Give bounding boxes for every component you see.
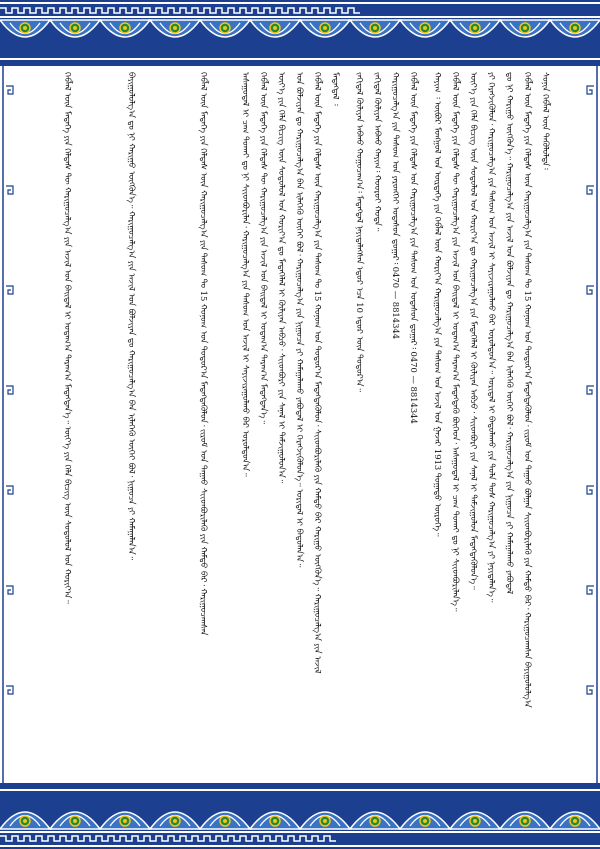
column-text: ᠠᠰᠠᠭᠤᠳᠠᠯ ᠢ ᠴᠠᠭ ᠲᠤᠬᠠᠢ ᠳᠤ ᠨᠢ ᠰᠢᠢᠳᠪᠦᠷᠢᠯᠡᠨ᠂ ᠬᠠᠷᠢᠭᠤᠴᠠᠯᠭ᠎ᠠ ᠶᠢᠨ ᠲᠠᠰᠤᠭ ᠤᠨ ᠠᠵᠢᠯ ᠢ ᠰᠠᠶᠢᠵᠢᠷᠠᠭᠤᠯᠬᠤ ᠪᠠᠷ ᠣᠷᠣᠯᠳᠤᠨ᠎ᠠ᠃ <box>241 72 251 477</box>
column-text: ᠮᠡᠳᠡᠭᠳᠡᠯ ᠄ <box>331 72 341 106</box>
right-border <box>584 66 600 783</box>
text-column <box>62 72 74 776</box>
text-column <box>390 72 402 776</box>
fret-key-pattern-icon <box>584 66 600 783</box>
column-text: ᠦᠶ᠎ᠡ ᠶᠢᠨ ᠬᠡᠯᠡ ᠪᠢᠴᠢᠭ ᠦᠨ ᠰᠤᠳᠤᠯᠤᠯ ᠤᠨ ᠬᠣᠷᠢᠶ᠎ᠠ ᠳᠤ ᠮᠡᠳᠡᠭᠡᠯᠡᠯ ᠢ ᠬᠦᠯᠢᠶᠡᠨ ᠠᠪᠴᠤ᠂ ᠰᠢᠢᠳᠪᠦᠷᠢ ᠶᠢᠨ ᠰᠠᠨᠠᠯ ᠢ ᠳᠠᠮᠵᠢᠭᠤᠯᠤᠨ᠎ᠠ᠃ <box>277 72 287 484</box>
column-text: ᠵᠠᠬᠢᠳᠠᠯ ᠬᠦᠯᠢᠶᠡᠨ ᠠᠪᠬᠤ ᠬᠠᠶᠢᠭ᠄ ᠬᠣᠣᠷᠣᠢ ᠬᠣᠲᠠ᠃ <box>373 72 383 232</box>
column-text: ᠵᠠᠬᠢᠳᠠᠯ ᠬᠦᠯᠢᠶᠡᠨ ᠠᠪᠬᠤ ᠬᠤᠭᠤᠴᠠᠭ᠎ᠠ᠄ ᠮᠡᠳᠡᠭᠳᠡᠯ ᠨᠡᠶᠢᠲᠡᠯᠡᠭᠰᠡᠨ ᠡᠳᠦᠷ ᠡᠴᠡ 10 ᠡᠳᠦᠷ ᠦᠨ ᠳᠣᠲᠣᠷ᠎ᠠ᠃ <box>355 72 365 392</box>
column-text: ᠤᠨ ᠪᠣᠯᠵᠢᠶᠠᠨ ᠳᠤ ᠬᠠᠷᠢᠭᠤᠴᠠᠯᠭ᠎ᠠ ᠪᠠᠨ ᠢᠯᠡᠭᠡᠬᠦ ᠦᠭᠡᠢ ᠪᠣᠯ᠂ ᠬᠠᠷᠢᠭᠤᠴᠠᠯᠭ᠎ᠠ ᠶᠢᠨ ᠨᠢᠭᠤᠴᠠ ᠶᠢ ᠬᠠᠮᠠᠭᠠᠯᠠᠬᠤ ᠶᠠᠪᠤᠳᠠᠯ ᠢ ᠬᠡᠷᠡᠭᠵᠢᠭᠦᠯᠦᠨ᠎ᠡ᠃ ᠤᠷᠢᠳᠠᠯ ᠢ ᠪᠠᠲᠤᠯᠠᠨ᠎ᠠ᠃ <box>295 72 305 568</box>
column-text: ᠬᠡᠪᠯᠡᠯ ᠦᠨ ᠮᠡᠳᠡᠭᠡ ᠶᠢᠨ ᠬᠡᠯᠲᠡᠰ ᠲᠦ ᠬᠠᠷᠢᠭᠤᠴᠠᠯᠭ᠎ᠠ ᠶᠢᠨ ᠠᠵᠢᠯ ᠤᠨ ᠪᠠᠢᠳᠠᠯ ᠢ ᠤᠳᠠᠭ᠎ᠠ ᠳᠠᠷᠠᠭ᠎ᠠ ᠮᠡᠳᠡᠭᠳᠡᠬᠦ ᠪᠥᠭᠡᠳ᠂ ᠠᠰᠠᠭᠤᠳᠠᠯ ᠢ ᠴᠠᠭ ᠲᠤᠬᠠᠢ ᠳᠤ ᠨᠢ ᠰᠢᠢᠳᠪᠦᠷᠢᠯᠡᠨ᠎ᠡ᠃ <box>451 72 461 612</box>
column-text: ᠬᠡᠪᠯᠡᠯ ᠦᠨ ᠮᠡᠳᠡᠭᠡ ᠶᠢᠨ ᠬᠡᠯᠲᠡᠰ ᠦᠨ ᠬᠠᠷᠢᠭᠤᠴᠠᠯᠭ᠎ᠠ ᠶᠢᠨ ᠲᠠᠰᠤᠭ ᠲᠤ 15 ᠬᠣᠨᠤᠭ ᠤᠨ ᠳᠣᠲᠣᠷ᠎ᠠ ᠮᠡᠳᠡᠭᠳᠡᠭᠦᠯᠦᠨ᠂ ᠵᠢᠷᠤᠮ ᠤᠨ ᠳᠠᠭᠠᠤ ᠰᠢᠢᠳᠪᠦᠷᠢᠯᠡᠬᠦ ᠶᠢᠨ ᠬᠠᠮᠲᠤ ᠪᠠᠷ᠂ ᠬᠠᠷᠢᠭᠤᠴᠠᠭᠰᠠᠨ <box>199 72 209 636</box>
cloud-scroll-ornament-icon <box>0 783 600 849</box>
column-text: ᠦᠶ᠎ᠡ ᠶᠢᠨ ᠬᠡᠯᠡ ᠪᠢᠴᠢᠭ ᠦᠨ ᠰᠤᠳᠤᠯᠤᠯ ᠤᠨ ᠬᠣᠷᠢᠶ᠎ᠠ ᠳᠤ ᠬᠠᠷᠢᠭᠤᠴᠠᠯᠭ᠎ᠠ ᠶᠢᠨ ᠮᠡᠳᠡᠭᠡᠯᠡᠯ ᠢ ᠬᠦᠯᠢᠶᠡᠨ ᠠᠪᠴᠤ᠂ ᠰᠢᠢᠳᠪᠦᠷᠢ ᠶᠢᠨ ᠰᠠᠨᠠᠯ ᠢ ᠳᠠᠮᠵᠢᠭᠤᠯᠤᠨ ᠮᠡᠳᠡᠭᠳᠡᠭᠦᠯᠦᠨ᠎ᠡ᠃ <box>469 72 479 590</box>
column-text: ᠬᠡᠪᠯᠡᠯ ᠦᠨ ᠮᠡᠳᠡᠭᠡ ᠶᠢᠨ ᠬᠡᠯᠲᠡᠰ ᠲᠦ ᠬᠠᠷᠢᠭᠤᠴᠠᠯᠭ᠎ᠠ ᠶᠢᠨ ᠠᠵᠢᠯ ᠤᠨ ᠪᠠᠢᠳᠠᠯ ᠢ ᠤᠳᠠᠭ᠎ᠠ ᠳᠠᠷᠠᠭ᠎ᠠ ᠮᠡᠳᠡᠭᠳᠡᠨ᠎ᠡ᠃ <box>259 72 269 424</box>
text-column <box>258 72 270 776</box>
text-column <box>408 72 420 776</box>
text-column <box>294 72 306 776</box>
text-column <box>372 72 384 776</box>
document-body <box>22 72 578 776</box>
text-column <box>522 72 534 776</box>
column-text: ᠬᠡᠪᠯᠡᠯ ᠦᠨ ᠮᠡᠳᠡᠭᠡ ᠶᠢᠨ ᠬᠡᠯᠲᠡᠰ ᠤᠨ ᠬᠠᠷᠢᠭᠤᠴᠠᠯᠭ᠎ᠠ ᠶᠢᠨ ᠲᠠᠰᠤᠭ ᠤᠨ ᠤᠲᠠᠰᠤᠨ ᠳ᠋ᠤᠭᠠᠷ᠄ 0470 — 8814344 <box>409 72 419 424</box>
column-text: ᠬᠡᠪᠯᠡᠯ ᠦᠨ ᠮᠡᠳᠡᠭᠡ ᠶᠢᠨ ᠬᠡᠯᠲᠡᠰ ᠦᠨ ᠬᠠᠷᠢᠭᠤᠴᠠᠯᠭ᠎ᠠ ᠶᠢᠨ ᠲᠠᠰᠤᠭ ᠲᠤ 15 ᠬᠣᠨᠤᠭ ᠤᠨ ᠳᠣᠲᠣᠷ᠎ᠠ ᠮᠡᠳᠡᠭᠳᠡᠭᠦᠯᠦᠨ᠂ ᠵᠢᠷᠤᠮ ᠤᠨ ᠳᠠᠭᠠᠤ ᠪᠣᠯᠭᠠᠨ ᠰᠢᠢᠳᠪᠦᠷᠢᠯᠡᠬᠦ ᠶᠢᠨ ᠬᠠᠮᠲᠤ ᠪᠠᠷ᠂ ᠬᠠᠷᠢᠭᠤᠴᠠᠭᠰᠠᠨ ᠪᠠᠶᠢᠭᠤᠯᠤᠯᠭ᠎ᠠ <box>523 72 533 708</box>
text-column <box>330 72 342 776</box>
column-text: ᠬᠠᠷᠢᠭᠤᠴᠠᠯᠭ᠎ᠠ ᠶᠢᠨ ᠲᠠᠰᠤᠭ ᠤᠨ ᠶᠡᠷᠦᠩᠬᠡᠢ ᠤᠲᠠᠰᠤᠨ ᠳ᠋ᠤᠭᠠᠷ᠄ 0470 — 8814344 <box>391 72 401 340</box>
bottom-ornament-banner <box>0 783 600 849</box>
text-column <box>450 72 462 776</box>
text-column <box>126 72 138 776</box>
text-column <box>312 72 324 776</box>
text-column <box>468 72 480 776</box>
cloud-scroll-ornament-icon <box>0 0 600 66</box>
text-column <box>240 72 252 776</box>
column-text: ᠬᠡᠪᠯᠡᠯ ᠦᠨ ᠮᠡᠳᠡᠭᠡ ᠶᠢᠨ ᠬᠡᠯᠲᠡᠰ ᠦᠨ ᠬᠠᠷᠢᠭᠤᠴᠠᠯᠭ᠎ᠠ ᠶᠢᠨ ᠲᠠᠰᠤᠭ ᠲᠤ 15 ᠬᠣᠨᠤᠭ ᠤᠨ ᠳᠣᠲᠣᠷ᠎ᠠ ᠮᠡᠳᠡᠭᠳᠡᠭᠦᠯᠦᠨ᠂ ᠰᠢᠢᠳᠪᠦᠷᠢᠯᠡᠬᠦ ᠶᠢᠨ ᠬᠠᠮᠲᠤ ᠪᠠᠷ ᠬᠠᠷᠢᠭᠤ ᠥᠭᠭᠦᠨ᠎ᠡ᠃ ᠬᠠᠷᠢᠭᠤᠴᠠᠯᠭ᠎ᠠ ᠶᠢᠨ ᠠᠵᠢᠯ <box>313 72 323 674</box>
column-text: ᠶᠢ ᠬᠡᠷᠡᠭᠵᠢᠭᠦᠯᠦᠨ᠂ ᠬᠠᠷᠢᠭᠤᠴᠠᠯᠭ᠎ᠠ ᠶᠢᠨ ᠲᠠᠰᠤᠭ ᠤᠨ ᠠᠵᠢᠯ ᠢ ᠰᠠᠶᠢᠵᠢᠷᠠᠭᠤᠯᠬᠤ ᠪᠠᠷ ᠣᠷᠣᠯᠳᠤᠨ᠎ᠠ᠃ ᠤᠷᠢᠳᠠᠯ ᠢ ᠪᠠᠲᠤᠯᠠᠬᠤ ᠶᠢᠨ ᠲᠤᠯᠠ ᠲᠤᠰ ᠬᠠᠷᠢᠭᠤᠴᠠᠯᠭ᠎ᠠ ᠶᠢ ᠨᠡᠶᠢᠲᠡᠯᠡᠨ᠎ᠡ᠃ <box>487 72 497 603</box>
column-text: ᠳᠤ ᠨᠢ ᠬᠠᠷᠢᠭᠤ ᠥᠭᠭᠦᠨ᠎ᠡ᠃ ᠬᠠᠷᠢᠭᠤᠴᠠᠯᠭ᠎ᠠ ᠶᠢᠨ ᠠᠵᠢᠯ ᠤᠨ ᠪᠣᠯᠵᠢᠶᠠᠨ ᠳᠤ ᠬᠠᠷᠢᠭᠤᠴᠠᠯᠭ᠎ᠠ ᠪᠠᠨ ᠢᠯᠡᠭᠡᠬᠦ ᠦᠭᠡᠢ ᠪᠣᠯ᠂ ᠬᠠᠷᠢᠭᠤᠴᠠᠯᠭ᠎ᠠ ᠶᠢᠨ ᠨᠢᠭᠤᠴᠠ ᠶᠢ ᠬᠠᠮᠠᠭᠠᠯᠠᠬᠤ ᠶᠠᠪᠤᠳᠠᠯ <box>505 72 515 595</box>
text-column <box>486 72 498 776</box>
text-column <box>354 72 366 776</box>
top-ornament-banner <box>0 0 600 66</box>
column-text: ᠰᠣᠨᠢᠨ ᠬᠡᠪᠯᠡᠯ ᠦᠨ ᠲᠡᠭᠦᠯᠦᠯᠲᠡ᠄ <box>541 72 551 170</box>
text-column <box>540 72 552 776</box>
text-column <box>276 72 288 776</box>
text-column <box>432 72 444 776</box>
text-column <box>198 72 210 776</box>
text-column <box>504 72 516 776</box>
column-text: ᠪᠠᠶᠢᠭᠤᠯᠤᠯᠭ᠎ᠠ ᠳᠤ ᠨᠢ ᠬᠠᠷᠢᠭᠤ ᠥᠭᠭᠦᠨ᠎ᠡ᠃ ᠬᠠᠷᠢᠭᠤᠴᠠᠯᠭ᠎ᠠ ᠶᠢᠨ ᠠᠵᠢᠯ ᠤᠨ ᠪᠣᠯᠵᠢᠶᠠᠨ ᠳᠤ ᠬᠠᠷᠢᠭᠤᠴᠠᠯᠭ᠎ᠠ ᠪᠠᠨ ᠢᠯᠡᠭᠡᠬᠦ ᠦᠭᠡᠢ ᠪᠣᠯ᠂ ᠨᠢᠭᠤᠴᠠ ᠶᠢ ᠬᠠᠮᠠᠭᠠᠯᠠᠨ᠎ᠠ᠃ <box>127 72 137 561</box>
fret-key-pattern-icon <box>0 66 16 783</box>
column-text: ᠬᠠᠶᠢᠭ ᠄ ᠥᠪᠦᠷ ᠮᠣᠩᠭᠣᠯ ᠤᠨ ᠥᠷᠲᠡᠭᠡ ᠶᠢᠨ ᠬᠡᠪᠯᠡᠯ ᠦᠨ ᠬᠣᠷᠢᠶ᠎ᠠ ᠬᠠᠷᠢᠭᠤᠴᠠᠯᠭ᠎ᠠ ᠶᠢᠨ ᠲᠠᠰᠤᠭ ᠤᠨ ᠠᠵᠢᠯ ᠤᠨ ᠭᠠᠵᠠᠷ 1913 ᠲᠣᠭᠠᠲᠤ ᠥᠷᠦᠭᠡ᠃ <box>433 72 443 537</box>
left-border <box>0 66 16 783</box>
column-text: ᠬᠡᠪᠯᠡᠯ ᠦᠨ ᠮᠡᠳᠡᠭᠡ ᠶᠢᠨ ᠬᠡᠯᠲᠡᠰ ᠲᠦ ᠬᠠᠷᠢᠭᠤᠴᠠᠯᠭ᠎ᠠ ᠶᠢᠨ ᠠᠵᠢᠯ ᠤᠨ ᠪᠠᠢᠳᠠᠯ ᠢ ᠤᠳᠠᠭ᠎ᠠ ᠳᠠᠷᠠᠭ᠎ᠠ ᠮᠡᠳᠡᠭᠳᠡᠨ᠎ᠡ᠃ ᠦᠶ᠎ᠡ ᠶᠢᠨ ᠬᠡᠯᠡ ᠪᠢᠴᠢᠭ ᠦᠨ ᠰᠤᠳᠤᠯᠤᠯ ᠤᠨ ᠬᠣᠷᠢᠶ᠎ᠠ᠃ <box>63 72 73 604</box>
